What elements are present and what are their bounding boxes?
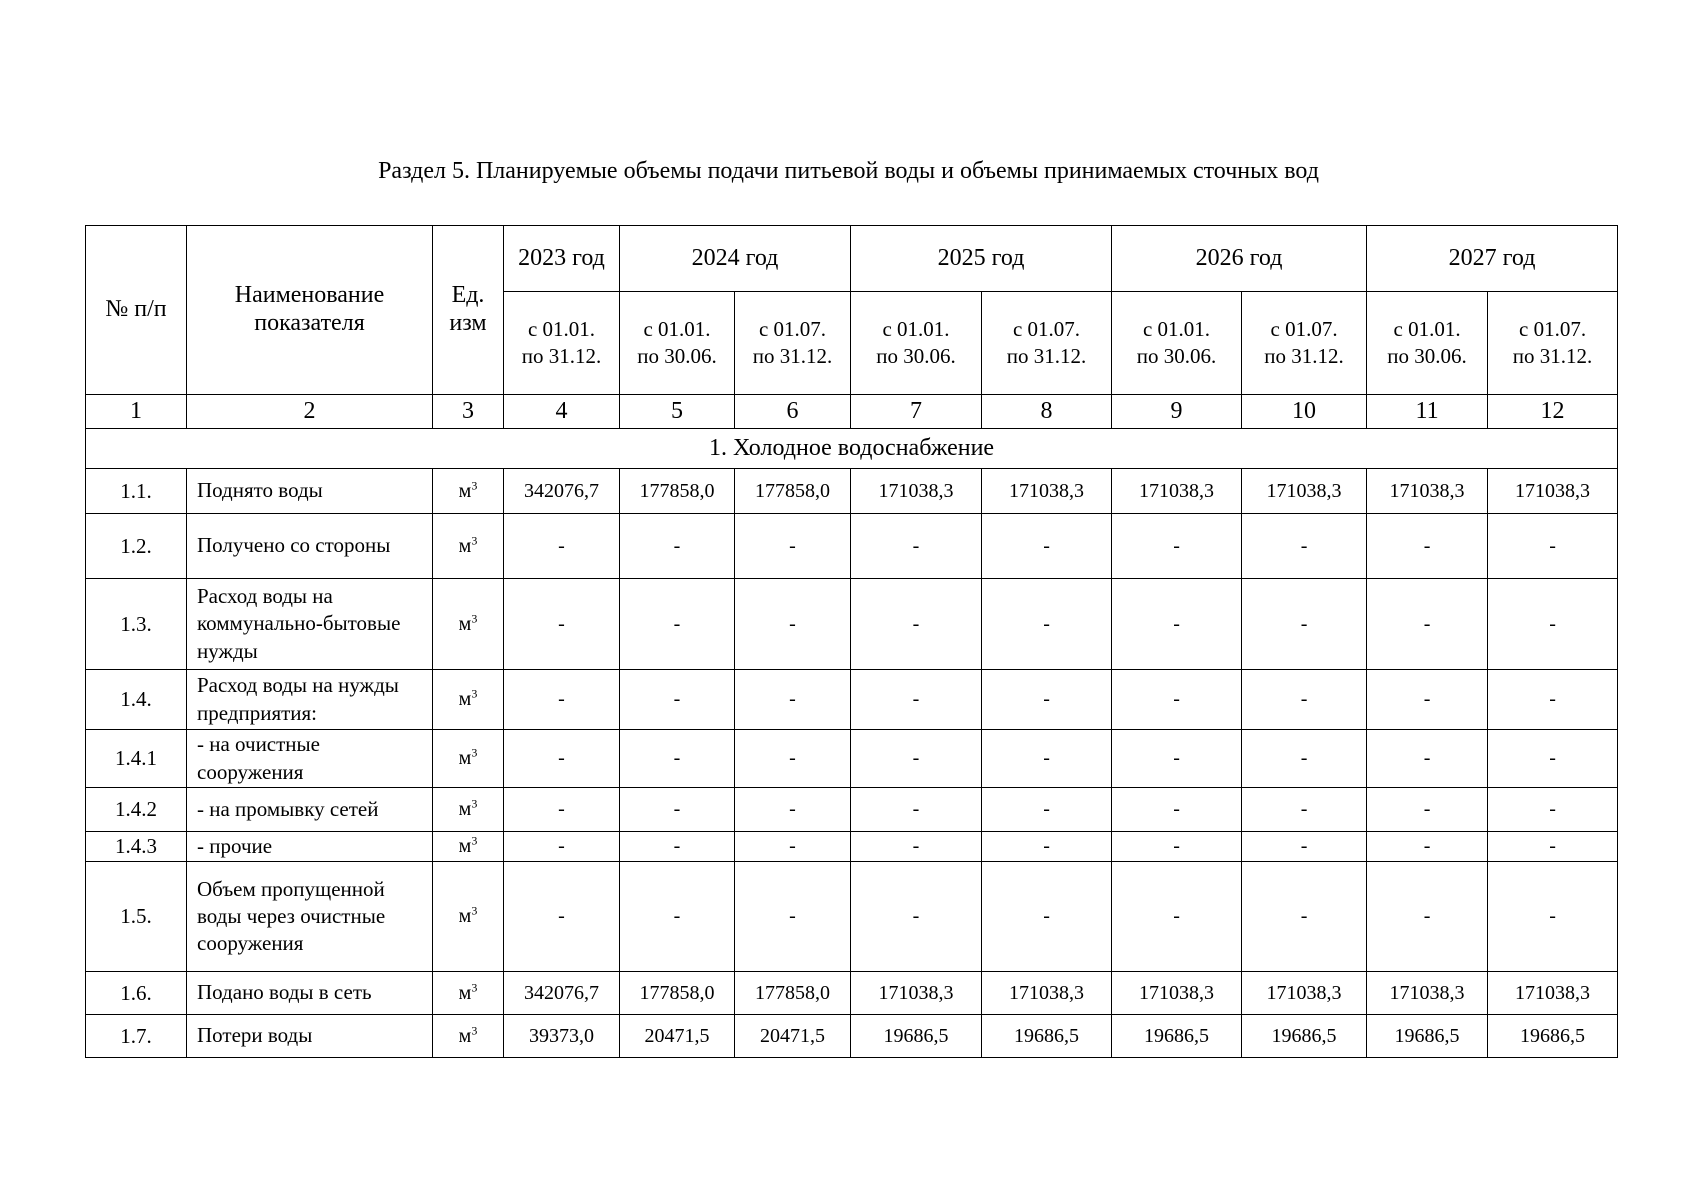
- value-cell: 20471,5: [620, 1015, 735, 1058]
- value-cell: -: [735, 788, 851, 832]
- value-cell: -: [851, 514, 982, 579]
- column-number: 3: [433, 395, 504, 429]
- row-name: Подано воды в сеть: [187, 972, 433, 1015]
- value-cell: -: [1112, 730, 1242, 788]
- row-name: Получено со стороны: [187, 514, 433, 579]
- value-cell: -: [1242, 579, 1367, 670]
- unit-base: м: [458, 688, 472, 710]
- unit-base: м: [458, 612, 472, 635]
- unit-exponent: 3: [471, 833, 478, 848]
- column-number: 8: [982, 395, 1112, 429]
- value-cell: -: [1367, 514, 1488, 579]
- unit-exponent: 3: [471, 610, 478, 625]
- period-header: [982, 292, 1112, 395]
- value-cell: -: [1112, 832, 1242, 862]
- value-cell: -: [1488, 862, 1618, 972]
- row-unit: [433, 469, 504, 514]
- period-to: по 31.12.: [1512, 344, 1593, 368]
- value-cell: -: [982, 832, 1112, 862]
- value-cell: 342076,7: [504, 972, 620, 1015]
- row-unit: [433, 514, 504, 579]
- period-from: с 01.01.: [882, 316, 950, 341]
- value-cell: -: [735, 730, 851, 788]
- value-cell: -: [504, 862, 620, 972]
- value-cell: 171038,3: [1488, 972, 1618, 1015]
- unit-base: м: [458, 981, 472, 1004]
- value-cell: 342076,7: [504, 469, 620, 514]
- section-title: 1. Холодное водоснабжение: [86, 429, 1618, 469]
- row-name: - на очистные сооружения: [187, 730, 433, 788]
- period-from: с 01.01.: [1393, 316, 1461, 341]
- water-volumes-table: [85, 225, 1618, 1058]
- col-no-header: № п/п: [86, 226, 187, 395]
- row-name: Расход воды на коммунально-бытовые нужды: [187, 579, 433, 670]
- table-row: [86, 514, 1618, 579]
- unit-base: м: [458, 1024, 472, 1047]
- column-number: 10: [1242, 395, 1367, 429]
- value-cell: 171038,3: [1367, 972, 1488, 1015]
- value-cell: -: [1488, 832, 1618, 862]
- value-cell: 19686,5: [1112, 1015, 1242, 1058]
- period-to: по 31.12.: [1264, 344, 1344, 368]
- row-unit: [433, 862, 504, 972]
- period-to: по 31.12.: [752, 344, 833, 368]
- col-name-header: Наименование показателя: [187, 226, 433, 395]
- value-cell: -: [1112, 670, 1242, 730]
- value-cell: 19686,5: [1488, 1015, 1618, 1058]
- period-from: с 01.07.: [1012, 316, 1081, 341]
- unit-exponent: 3: [471, 532, 478, 547]
- value-cell: -: [1488, 788, 1618, 832]
- page-title: Раздел 5. Планируемые объемы подачи питьевой воды и объемы принимаемых сточных вод: [378, 158, 1319, 184]
- row-unit: [433, 972, 504, 1015]
- row-number: 1.6.: [86, 972, 187, 1015]
- value-cell: 19686,5: [1367, 1015, 1488, 1058]
- value-cell: -: [982, 514, 1112, 579]
- value-cell: -: [735, 832, 851, 862]
- value-cell: -: [1242, 832, 1367, 862]
- period-header: [1367, 292, 1488, 395]
- year-header-2027: 2027 год: [1367, 226, 1618, 292]
- value-cell: -: [982, 579, 1112, 670]
- value-cell: -: [1367, 730, 1488, 788]
- value-cell: -: [504, 788, 620, 832]
- row-name: Потери воды: [187, 1015, 433, 1058]
- value-cell: 171038,3: [982, 469, 1112, 514]
- value-cell: -: [735, 514, 851, 579]
- period-to: по 30.06.: [1136, 344, 1217, 368]
- row-number: 1.5.: [86, 862, 187, 972]
- value-cell: 20471,5: [735, 1015, 851, 1058]
- period-header: [1488, 292, 1618, 395]
- value-cell: -: [504, 579, 620, 670]
- value-cell: -: [1242, 730, 1367, 788]
- column-number: 5: [620, 395, 735, 429]
- value-cell: -: [735, 670, 851, 730]
- value-cell: -: [1367, 862, 1488, 972]
- value-cell: -: [1112, 579, 1242, 670]
- value-cell: -: [1242, 862, 1367, 972]
- value-cell: -: [851, 788, 982, 832]
- value-cell: 171038,3: [1112, 469, 1242, 514]
- column-number: 12: [1488, 395, 1618, 429]
- row-unit: [433, 670, 504, 730]
- value-cell: -: [1367, 670, 1488, 730]
- period-header: [851, 292, 982, 395]
- value-cell: -: [1367, 579, 1488, 670]
- row-unit: [433, 788, 504, 832]
- value-cell: -: [504, 670, 620, 730]
- column-number: 6: [735, 395, 851, 429]
- value-cell: -: [620, 832, 735, 862]
- row-unit: [433, 730, 504, 788]
- value-cell: -: [851, 670, 982, 730]
- value-cell: 171038,3: [851, 972, 982, 1015]
- period-from: с 01.01.: [643, 316, 711, 341]
- row-number: 1.2.: [86, 514, 187, 579]
- value-cell: -: [504, 514, 620, 579]
- period-header: [1242, 292, 1367, 395]
- table-row: [86, 670, 1618, 730]
- year-header-2023: 2023 год: [504, 226, 620, 292]
- unit-exponent: 3: [471, 686, 478, 701]
- value-cell: -: [504, 832, 620, 862]
- column-number: 2: [187, 395, 433, 429]
- value-cell: -: [851, 730, 982, 788]
- row-unit: [433, 832, 504, 862]
- value-cell: 39373,0: [504, 1015, 620, 1058]
- value-cell: -: [851, 862, 982, 972]
- row-number: 1.4.: [86, 670, 187, 730]
- unit-base: м: [458, 835, 472, 857]
- value-cell: -: [982, 862, 1112, 972]
- table-row: [86, 579, 1618, 670]
- unit-exponent: 3: [471, 477, 478, 492]
- value-cell: -: [735, 862, 851, 972]
- unit-base: м: [458, 798, 472, 820]
- value-cell: 171038,3: [1367, 469, 1488, 514]
- unit-base: м: [458, 534, 472, 557]
- value-cell: 19686,5: [1242, 1015, 1367, 1058]
- period-to: по 30.06.: [1387, 344, 1467, 368]
- unit-exponent: 3: [471, 796, 478, 811]
- period-header: [735, 292, 851, 395]
- table-row: [86, 972, 1618, 1015]
- value-cell: 177858,0: [620, 972, 735, 1015]
- row-name: - на промывку сетей: [187, 788, 433, 832]
- row-number: 1.4.2: [86, 788, 187, 832]
- table-row: [86, 469, 1618, 514]
- value-cell: 171038,3: [1488, 469, 1618, 514]
- value-cell: -: [1488, 670, 1618, 730]
- value-cell: -: [1242, 670, 1367, 730]
- period-header: [504, 292, 620, 395]
- table-row: [86, 730, 1618, 788]
- unit-base: м: [458, 747, 472, 769]
- table-row: [86, 862, 1618, 972]
- unit-base: м: [458, 905, 472, 927]
- period-to: по 30.06.: [637, 344, 717, 368]
- value-cell: -: [1112, 862, 1242, 972]
- row-number: 1.3.: [86, 579, 187, 670]
- value-cell: -: [851, 832, 982, 862]
- period-to: по 31.12.: [521, 344, 602, 368]
- row-name: Поднято воды: [187, 469, 433, 514]
- table-row: [86, 788, 1618, 832]
- period-from: с 01.07.: [1270, 316, 1338, 341]
- year-header-2026: 2026 год: [1112, 226, 1367, 292]
- unit-exponent: 3: [471, 903, 478, 918]
- value-cell: -: [851, 579, 982, 670]
- value-cell: -: [1367, 832, 1488, 862]
- column-number: 11: [1367, 395, 1488, 429]
- period-from: с 01.07.: [1519, 316, 1587, 341]
- value-cell: 171038,3: [1112, 972, 1242, 1015]
- row-number: 1.4.1: [86, 730, 187, 788]
- year-header-2025: 2025 год: [851, 226, 1112, 292]
- period-from: с 01.01.: [527, 316, 596, 341]
- value-cell: 171038,3: [851, 469, 982, 514]
- row-unit: [433, 579, 504, 670]
- value-cell: 177858,0: [620, 469, 735, 514]
- value-cell: -: [1488, 514, 1618, 579]
- value-cell: 177858,0: [735, 469, 851, 514]
- value-cell: -: [620, 670, 735, 730]
- value-cell: -: [982, 788, 1112, 832]
- value-cell: 171038,3: [982, 972, 1112, 1015]
- table-row: [86, 1015, 1618, 1058]
- value-cell: 19686,5: [982, 1015, 1112, 1058]
- table-row: [86, 832, 1618, 862]
- value-cell: 171038,3: [1242, 972, 1367, 1015]
- value-cell: -: [982, 670, 1112, 730]
- value-cell: -: [1112, 788, 1242, 832]
- row-name: Расход воды на нужды предприятия:: [187, 670, 433, 730]
- value-cell: -: [620, 514, 735, 579]
- column-number: 7: [851, 395, 982, 429]
- unit-base: м: [458, 479, 472, 502]
- year-header-2024: 2024 год: [620, 226, 851, 292]
- period-from: с 01.01.: [1142, 316, 1211, 341]
- value-cell: -: [1488, 730, 1618, 788]
- value-cell: -: [735, 579, 851, 670]
- value-cell: -: [1367, 788, 1488, 832]
- unit-exponent: 3: [471, 1022, 478, 1037]
- row-number: 1.4.3: [86, 832, 187, 862]
- period-header: [1112, 292, 1242, 395]
- value-cell: -: [1242, 514, 1367, 579]
- period-to: по 30.06.: [876, 344, 956, 368]
- value-cell: -: [620, 579, 735, 670]
- col-unit-header: Ед. изм: [433, 226, 504, 395]
- value-cell: -: [1112, 514, 1242, 579]
- value-cell: -: [620, 788, 735, 832]
- value-cell: -: [1242, 788, 1367, 832]
- row-number: 1.7.: [86, 1015, 187, 1058]
- row-number: 1.1.: [86, 469, 187, 514]
- value-cell: 177858,0: [735, 972, 851, 1015]
- value-cell: 19686,5: [851, 1015, 982, 1058]
- period-to: по 31.12.: [1006, 344, 1087, 368]
- row-name: - прочие: [187, 832, 433, 862]
- value-cell: -: [620, 862, 735, 972]
- unit-exponent: 3: [471, 745, 478, 760]
- value-cell: -: [982, 730, 1112, 788]
- column-number: 9: [1112, 395, 1242, 429]
- value-cell: -: [504, 730, 620, 788]
- value-cell: -: [1488, 579, 1618, 670]
- row-name: Объем пропущенной воды через очистные сооружения: [187, 862, 433, 972]
- row-unit: [433, 1015, 504, 1058]
- unit-exponent: 3: [471, 979, 478, 994]
- period-from: с 01.07.: [758, 316, 827, 341]
- value-cell: -: [620, 730, 735, 788]
- column-number: 4: [504, 395, 620, 429]
- value-cell: 171038,3: [1242, 469, 1367, 514]
- column-number: 1: [86, 395, 187, 429]
- period-header: [620, 292, 735, 395]
